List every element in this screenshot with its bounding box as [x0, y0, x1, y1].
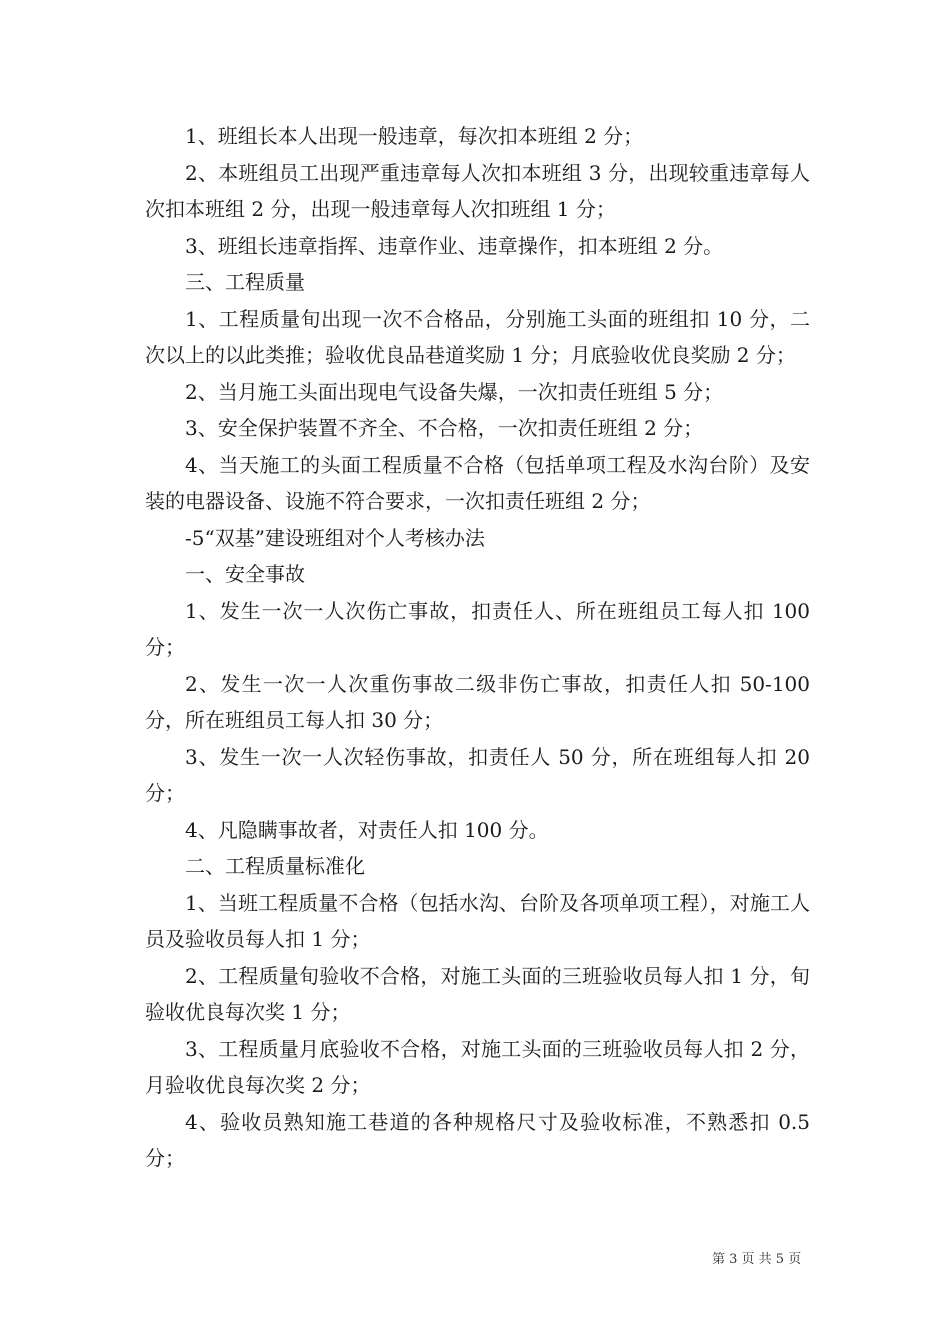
paragraph: 4、凡隐瞒事故者，对责任人扣 100 分。: [185, 817, 549, 842]
paragraph: 2、当月施工头面出现电气设备失爆，一次扣责任班组 5 分；: [185, 379, 724, 404]
paragraph: 2、本班组员工出现严重违章每人次扣本班组 3 分，出现较重违章每人次扣本班组 2 分，出现一般违章每人次扣班组 1 分；: [145, 160, 810, 221]
paragraph: 2、工程质量旬验收不合格，对施工头面的三班验收员每人扣 1 分，旬验收优良每次奖 1 分；: [145, 963, 810, 1024]
paragraph: 3、发生一次一人次轻伤事故，扣责任人 50 分，所在班组每人扣 20 分；: [145, 744, 810, 805]
paragraph: 1、工程质量旬出现一次不合格品，分别施工头面的班组扣 10 分，二次以上的以此类推；验收优良品巷道奖励 1 分；月底验收优良奖励 2 分；: [145, 306, 810, 367]
section-heading: 二、工程质量标准化: [185, 854, 365, 878]
paragraph: 2、发生一次一人次重伤事故二级非伤亡事故，扣责任人扣 50-100 分，所在班组员工每人扣 30 分；: [145, 671, 810, 732]
section-heading: 三、工程质量: [185, 270, 305, 294]
paragraph: 1、当班工程质量不合格（包括水沟、台阶及各项单项工程），对施工人员及验收员每人扣 1 分；: [145, 890, 810, 951]
page-number-footer: 第 3 页 共 5 页: [712, 1252, 802, 1267]
section-heading: 一、安全事故: [185, 562, 305, 586]
paragraph: 3、工程质量月底验收不合格，对施工头面的三班验收员每人扣 2 分，月验收优良每次奖 2 分；: [145, 1036, 810, 1097]
paragraph: 4、验收员熟知施工巷道的各种规格尺寸及验收标准，不熟悉扣 0.5 分；: [145, 1109, 810, 1170]
document-body: [145, 118, 810, 1177]
paragraph: 1、班组长本人出现一般违章，每次扣本班组 2 分；: [185, 124, 644, 148]
paragraph: 3、安全保护装置不齐全、不合格，一次扣责任班组 2 分；: [185, 416, 704, 440]
section-heading: -5“双基”建设班组对个人考核办法: [185, 525, 485, 550]
paragraph: 4、当天施工的头面工程质量不合格（包括单项工程及水沟台阶）及安装的电器设备、设施不符合要求，一次扣责任班组 2 分；: [145, 452, 810, 513]
paragraph: 3、班组长违章指挥、违章作业、违章操作，扣本班组 2 分。: [185, 233, 724, 258]
paragraph: 1、发生一次一人次伤亡事故，扣责任人、所在班组员工每人扣 100 分；: [145, 598, 810, 659]
